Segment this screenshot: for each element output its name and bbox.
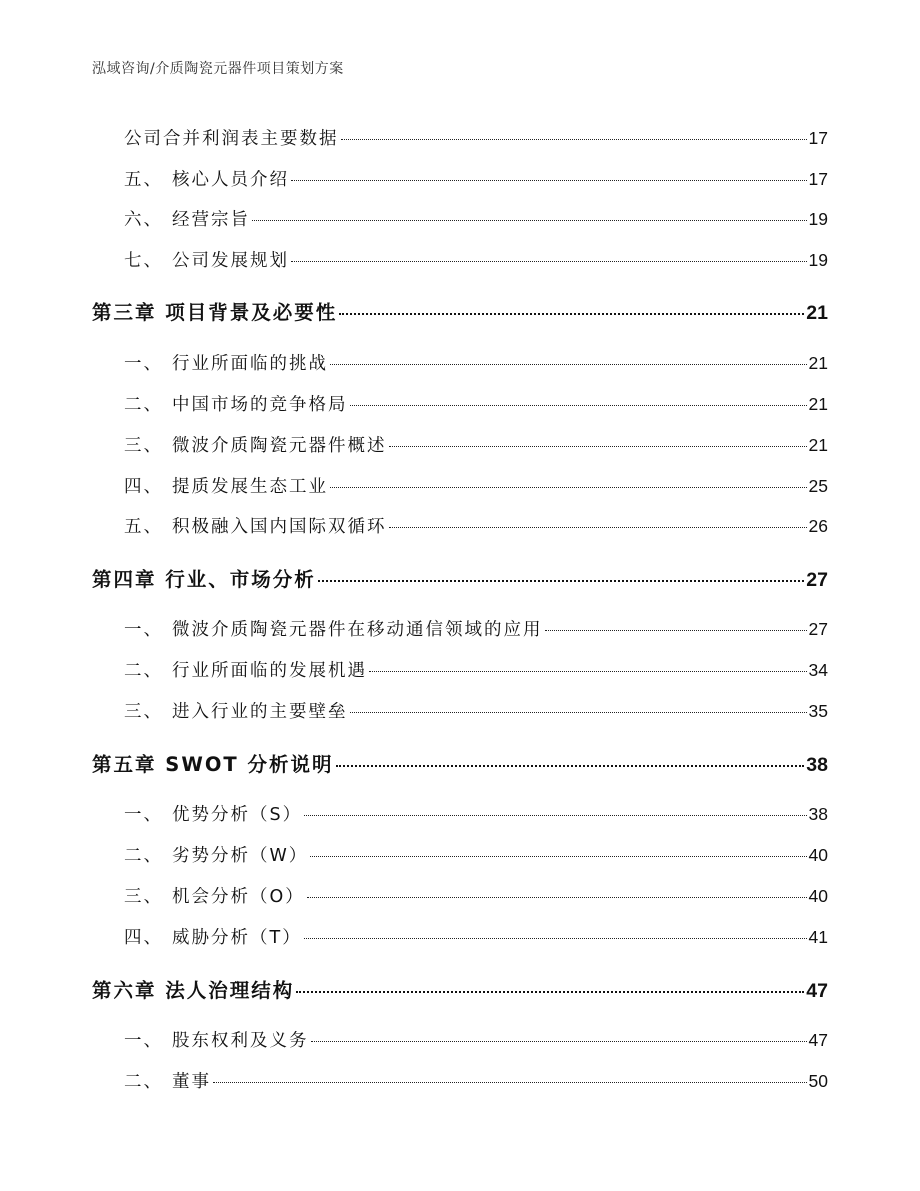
dot-leader [213,1082,807,1083]
toc-entry-number: 二、 [124,395,163,415]
dot-leader [330,487,807,488]
page-header: 泓域咨询/介质陶瓷元器件项目策划方案 [92,61,344,77]
toc-entry-title: 核心人员介绍 [172,170,289,190]
toc-entry[interactable] [124,166,828,191]
dot-leader [304,815,806,816]
toc-entry-number: 四、 [124,477,163,497]
toc-entry-number: 二、 [124,1072,163,1092]
toc-entry[interactable] [124,801,828,826]
toc-entry-number: 一、 [124,1031,163,1051]
toc-entry-title: 董事 [172,1072,211,1092]
toc-entry-number: 七、 [124,251,163,271]
dot-leader [336,765,805,767]
toc-entry[interactable] [124,247,828,272]
toc-entry-page: 38 [808,804,828,824]
toc-entry-number: 四、 [124,928,163,948]
dot-leader [291,261,807,262]
toc-entry-page: 50 [808,1071,828,1091]
toc-entry-number: 五、 [124,170,163,190]
toc-entry[interactable] [124,883,828,908]
toc-entry-page: 17 [808,128,828,148]
dot-leader [389,527,807,528]
toc-entry-title: 公司发展规划 [172,251,289,271]
toc-entry-title: 积极融入国内国际双循环 [172,517,387,537]
dot-leader [350,712,807,713]
toc-entry[interactable] [124,657,828,682]
toc-entry-page: 19 [808,209,828,229]
toc-entry-number: 三、 [124,887,163,907]
toc-entry-page: 26 [808,516,828,536]
toc-chapter-title: 第五章 SWOT 分析说明 [92,753,334,776]
dot-leader [291,180,807,181]
dot-leader [318,580,805,582]
toc-entry-page: 40 [808,886,828,906]
toc-chapter[interactable] [92,564,828,592]
dot-leader [389,446,807,447]
toc-chapter-title: 第六章 法人治理结构 [92,979,295,1002]
toc-entry-title: 公司合并利润表主要数据 [124,129,339,149]
toc-chapter-title: 第四章 行业、市场分析 [92,568,316,591]
toc-entry-page: 21 [808,394,828,414]
toc-entry-number: 三、 [124,702,163,722]
toc-chapter[interactable] [92,975,828,1003]
toc-entry-number: 五、 [124,517,163,537]
dot-leader [310,856,806,857]
toc-entry-number: 一、 [124,620,163,640]
toc-entry-title: 微波介质陶瓷元器件在移动通信领域的应用 [172,620,543,640]
toc-entry-page: 34 [808,660,828,680]
toc-entry-page: 21 [808,353,828,373]
toc-entry[interactable] [124,842,828,867]
toc-entry-page: 19 [808,250,828,270]
toc-entry-title: 微波介质陶瓷元器件概述 [172,436,387,456]
toc-entry-number: 一、 [124,354,163,374]
toc-chapter-page: 27 [806,569,828,591]
toc-entry-number: 六、 [124,210,163,230]
dot-leader [311,1041,807,1042]
toc-chapter[interactable] [92,749,828,777]
toc-entry[interactable] [124,432,828,457]
toc-entry-page: 25 [808,476,828,496]
dot-leader [369,671,807,672]
dot-leader [307,897,807,898]
toc-entry-page: 41 [808,927,828,947]
toc-chapter-page: 47 [806,980,828,1002]
toc-entry-title: 行业所面临的发展机遇 [172,661,367,681]
toc-entry-page: 27 [808,619,828,639]
toc-entry[interactable] [124,1068,828,1093]
toc-entry-page: 47 [808,1030,828,1050]
toc-entry-title: 劣势分析（W） [172,846,309,866]
dot-leader [296,991,804,993]
toc-entry-page: 35 [808,701,828,721]
toc-entry-title: 中国市场的竞争格局 [172,395,348,415]
toc-entry[interactable] [124,125,828,150]
toc-entry-page: 17 [808,169,828,189]
toc-entry-number: 三、 [124,436,163,456]
toc-entry[interactable] [124,350,828,375]
toc-entry-page: 40 [808,845,828,865]
toc-entry[interactable] [124,391,828,416]
dot-leader [330,364,807,365]
toc-entry[interactable] [124,513,828,538]
toc-entry-page: 21 [808,435,828,455]
toc-entry[interactable] [124,616,828,641]
dot-leader [252,220,807,221]
toc-entry-title: 股东权利及义务 [172,1031,309,1051]
toc-entry-title: 机会分析（O） [172,887,305,907]
toc-entry-number: 二、 [124,661,163,681]
toc-entry[interactable] [124,924,828,949]
toc-entry-title: 行业所面临的挑战 [172,354,328,374]
toc-entry[interactable] [124,698,828,723]
toc-entry-number: 二、 [124,846,163,866]
dot-leader [341,139,807,140]
toc-entry-title: 提质发展生态工业 [172,477,328,497]
toc-entry-title: 威胁分析（T） [172,928,302,948]
dot-leader [350,405,807,406]
dot-leader [545,630,807,631]
dot-leader [304,938,807,939]
toc-entry[interactable] [124,473,828,498]
toc-entry[interactable] [124,1027,828,1052]
toc-entry-title: 进入行业的主要壁垒 [172,702,348,722]
toc-chapter-page: 38 [806,754,828,776]
toc-entry-number: 一、 [124,805,163,825]
toc-chapter-title: 第三章 项目背景及必要性 [92,301,338,324]
dot-leader [339,313,804,315]
toc-entry[interactable] [124,206,828,231]
toc-chapter-page: 21 [806,302,828,324]
toc-entry-title: 经营宗旨 [172,210,250,230]
toc-chapter[interactable] [92,297,828,325]
toc-entry-title: 优势分析（S） [172,805,303,825]
